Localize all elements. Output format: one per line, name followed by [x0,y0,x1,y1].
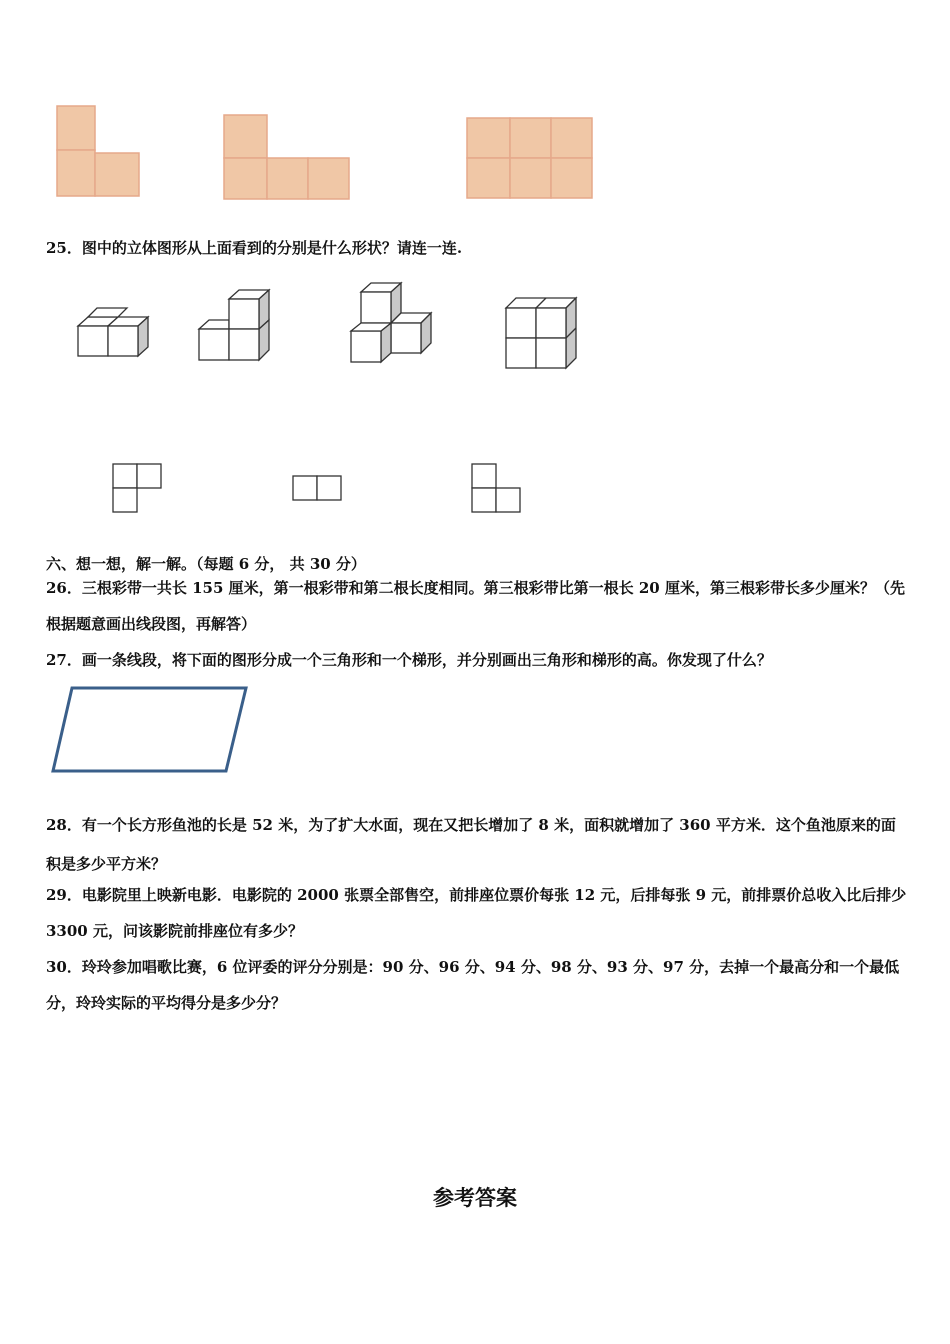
tile-figure-1 [57,106,139,196]
top-view-3 [472,464,520,512]
question-27: 27．画一条线段，将下面的图形分成一个三角形和一个梯形，并分别画出三角形和梯形的高。你发现了什么？ [46,651,772,669]
cube-solid-2 [199,290,269,360]
tile-figure-3 [467,118,592,198]
cube-solid-1 [78,308,148,356]
tile-figure-2 [224,115,349,199]
parallelogram [53,688,246,771]
question-25: 25．图中的立体图形从上面看到的分别是什么形状？请连一连. [46,239,463,257]
cube-solid-3 [351,283,431,362]
question-26: 26．三根彩带一共长 155 厘米，第一根彩带和第二根长度相同。第三根彩带比第一根长 20 厘米，第三根彩带长多少厘米？（先根据题意画出线段图，再解答） [46,579,905,633]
question-28: 28．有一个长方形鱼池的长是 52 米，为了扩大水面，现在又把长增加了 8 米，面积就增加了 360 平方米．这个鱼池原来的面积是多少平方米？ [46,816,896,873]
question-29: 29．电影院里上映新电影．电影院的 2000 张票全部售空，前排座位票价每张 12 元，后排每张 9 元，前排票价总收入比后排少 3300 元，问该影院前排座位有多少？ [46,886,907,940]
top-view-1 [113,464,161,512]
section-heading: 六、想一想，解一解。（每题 6 分， 共 30 分） [46,555,366,573]
question-30: 30．玲玲参加唱歌比赛，6 位评委的评分分别是：90 分、96 分、94 分、98 分、93 分、97 分，去掉一个最高分和一个最低分，玲玲实际的平均得分是多少分？ [46,958,900,1012]
top-view-2 [293,476,341,500]
answers-title: 参考答案 [433,1185,517,1210]
cube-solid-4 [506,298,576,368]
